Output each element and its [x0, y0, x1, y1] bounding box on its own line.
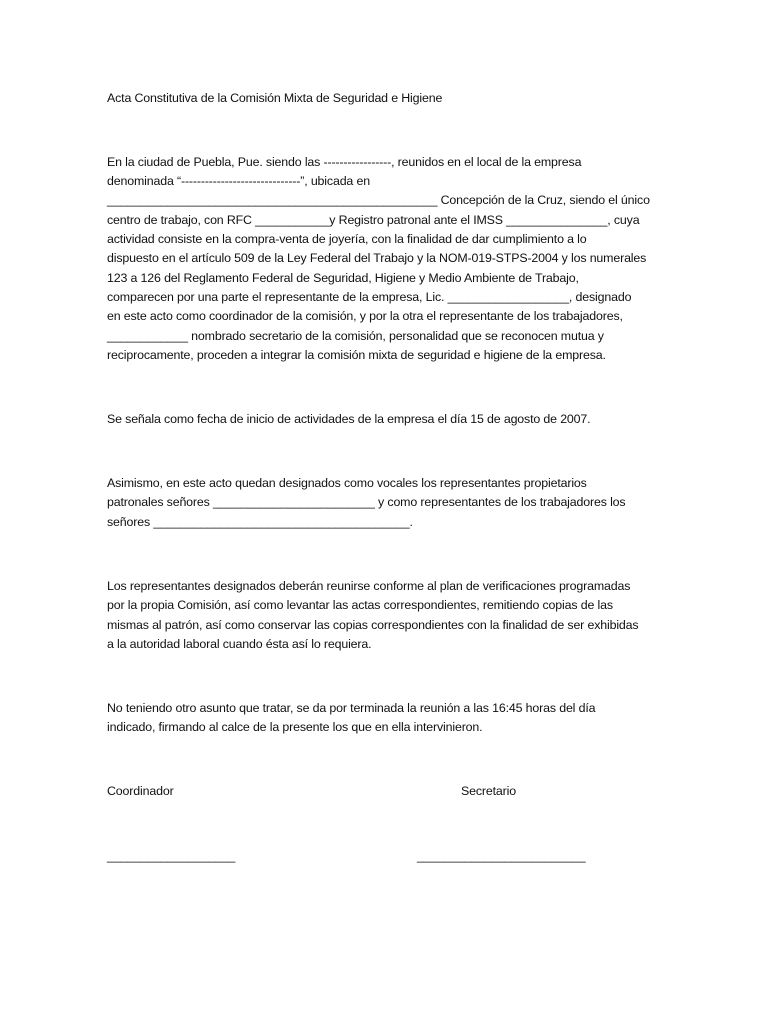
paragraph-5-line: No teniendo otro asunto que tratar, se da por terminada la reunión a las 16:45 horas del día	[107, 701, 596, 715]
paragraph-1-line: 123 a 126 del Reglamento Federal de Seguridad, Higiene y Medio Ambiente de Trabajo,	[107, 271, 579, 285]
paragraph-1-line: centro de trabajo, con RFC ___________y Registro patronal ante el IMSS _______________, cuya	[107, 213, 640, 227]
paragraph-1-line: ____________ nombrado secretario de la comisión, personalidad que se reconocen mutua y	[107, 329, 604, 343]
document-title: Acta Constitutiva de la Comisión Mixta de Seguridad e Higiene	[107, 91, 443, 105]
coordinator-label: Coordinador	[107, 784, 174, 798]
paragraph-3-line: señores ______________________________________.	[107, 515, 413, 529]
paragraph-1-line: en este acto como coordinador de la comisión, y por la otra el representante de los trabajadores,	[107, 309, 623, 323]
coordinator-signature-line: ___________________	[107, 849, 236, 863]
paragraph-2-line: Se señala como fecha de inicio de actividades de la empresa el día 15 de agosto de 2007.	[107, 412, 591, 426]
paragraph-1-line: En la ciudad de Puebla, Pue. siendo las -----------------, reunidos en el local de la empresa	[107, 155, 582, 169]
paragraph-5-line: indicado, firmando al calce de la presente los que en ella intervinieron.	[107, 720, 483, 734]
paragraph-3-line: patronales señores ________________________ y como representantes de los trabajadores los	[107, 495, 626, 509]
paragraph-3-line: Asimismo, en este acto quedan designados como vocales los representantes propietarios	[107, 476, 587, 490]
secretary-label: Secretario	[461, 784, 516, 798]
paragraph-1-line: denominada “------------------------------”, ubicada en	[107, 174, 370, 188]
paragraph-1-line: actividad consiste en la compra-venta de joyería, con la finalidad de dar cumplimiento a lo	[107, 232, 587, 246]
paragraph-1-line: _________________________________________________ Concepción de la Cruz, siendo el único	[107, 193, 650, 207]
paragraph-1-line: comparecen por una parte el representante de la empresa, Lic. __________________, designado	[107, 290, 632, 304]
paragraph-4-line: Los representantes designados deberán reunirse conforme al plan de verificaciones programadas	[107, 579, 631, 593]
paragraph-4-line: mismas al patrón, así como conservar las copias correspondientes con la finalidad de ser exhibidas	[107, 618, 639, 632]
paragraph-1-line: reciprocamente, proceden a integrar la comisión mixta de seguridad e higiene de la empresa.	[107, 348, 606, 362]
secretary-signature-line: _________________________	[417, 849, 586, 863]
paragraph-4-line: por la propia Comisión, así como levantar las actas correspondientes, remitiendo copias de las	[107, 598, 613, 612]
paragraph-4-line: a la autoridad laboral cuando ésta así lo requiera.	[107, 637, 372, 651]
paragraph-1-line: dispuesto en el artículo 509 de la Ley Federal del Trabajo y la NOM-019-STPS-2004 y los numerales	[107, 251, 647, 265]
